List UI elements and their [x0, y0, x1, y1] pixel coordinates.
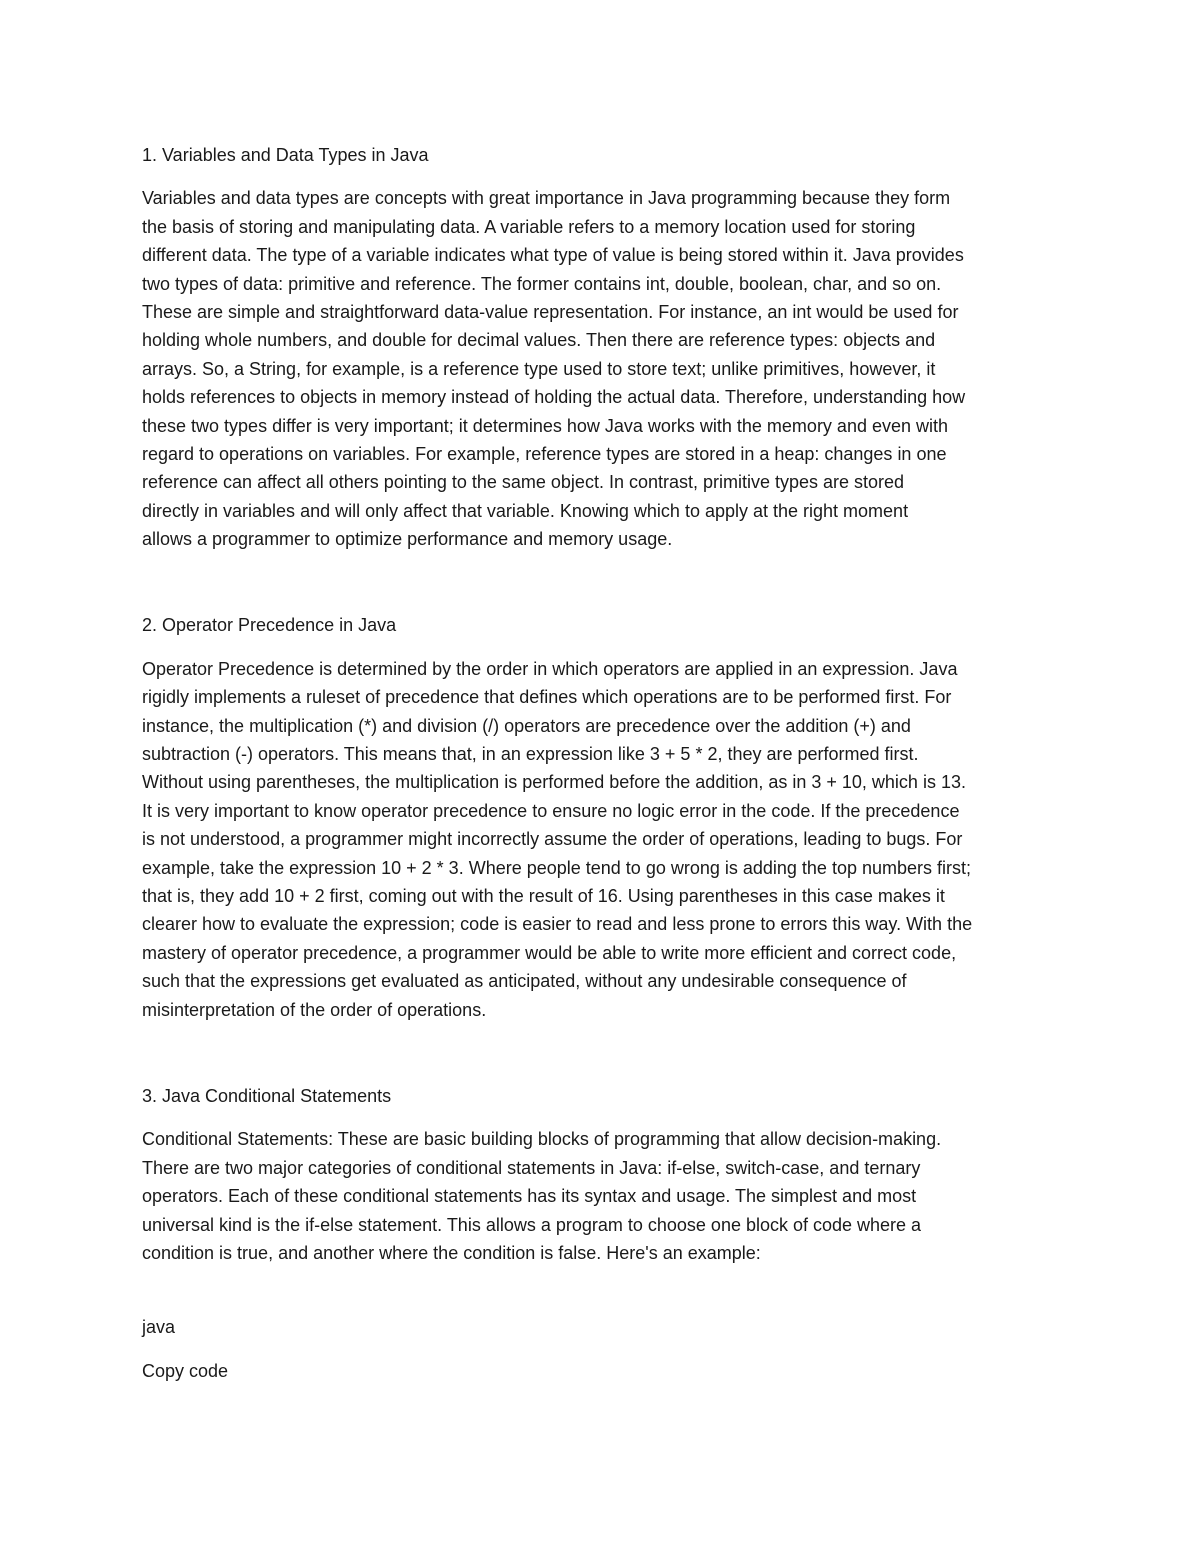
paragraph-line: regard to operations on variables. For example, reference types are stored in a heap: changes in one: [142, 443, 947, 464]
paragraph-line: the basis of storing and manipulating data. A variable refers to a memory location used for storing: [142, 216, 916, 237]
section-heading: 3. Java Conditional Statements: [142, 1085, 392, 1106]
paragraph-line: reference can affect all others pointing to the same object. In contrast, primitive types are stored: [142, 472, 905, 493]
paragraph-line: holding whole numbers, and double for decimal values. Then there are reference types: objects and: [142, 330, 936, 351]
section-paragraph: [142, 184, 1060, 553]
section-paragraph: [142, 1125, 1060, 1267]
paragraph-line: that is, they add 10 + 2 first, coming out with the result of 16. Using parentheses in this case makes it: [142, 885, 945, 906]
paragraph-line: condition is true, and another where the condition is false. Here's an example:: [142, 1242, 761, 1263]
paragraph-line: Variables and data types are concepts with great importance in Java programming because they form: [142, 188, 951, 209]
section-heading: 1. Variables and Data Types in Java: [142, 145, 429, 165]
document-body: [142, 141, 1060, 1385]
paragraph-line: Operator Precedence is determined by the order in which operators are applied in an expression. Java: [142, 658, 958, 679]
paragraph-line: It is very important to know operator precedence to ensure no logic error in the code. If the precedence: [142, 800, 960, 821]
paragraph-line: operators. Each of these conditional statements has its syntax and usage. The simplest and most: [142, 1186, 917, 1207]
paragraph-line: Without using parentheses, the multiplication is performed before the addition, as in 3 + 10, which is 13.: [142, 772, 966, 793]
paragraph-line: There are two major categories of conditional statements in Java: if-else, switch-case, and ternary: [142, 1157, 921, 1178]
code-language-label: java: [142, 1317, 176, 1338]
paragraph-line: universal kind is the if-else statement. This allows a program to choose one block of code where a: [142, 1214, 922, 1235]
paragraph-line: Conditional Statements: These are basic building blocks of programming that allow decision-making.: [142, 1129, 942, 1150]
section-paragraph: [142, 655, 1060, 1024]
paragraph-line: allows a programmer to optimize performance and memory usage.: [142, 529, 673, 550]
paragraph-line: clearer how to evaluate the expression; code is easier to read and less prone to errors this way. With the: [142, 914, 973, 935]
paragraph-line: subtraction (-) operators. This means that, in an expression like 3 + 5 * 2, they are performed first.: [142, 744, 919, 765]
paragraph-line: These are simple and straightforward data-value representation. For instance, an int would be used for: [142, 301, 959, 322]
paragraph-line: example, take the expression 10 + 2 * 3. Where people tend to go wrong is adding the top numbers first;: [142, 857, 971, 878]
paragraph-line: arrays. So, a String, for example, is a reference type used to store text; unlike primitives, however, it: [142, 358, 936, 379]
paragraph-line: different data. The type of a variable indicates what type of value is being stored within it. Java provides: [142, 245, 964, 266]
section-variables: [142, 141, 1060, 553]
section-operator-precedence: [142, 611, 1060, 1023]
paragraph-line: holds references to objects in memory instead of holding the actual data. Therefore, understanding how: [142, 387, 966, 408]
paragraph-line: these two types differ is very important; it determines how Java works with the memory and even with: [142, 415, 949, 436]
paragraph-line: such that the expressions get evaluated as anticipated, without any undesirable consequence of: [142, 971, 907, 992]
paragraph-line: is not understood, a programmer might incorrectly assume the order of operations, leading to bugs. For: [142, 829, 963, 850]
paragraph-line: rigidly implements a ruleset of precedence that defines which operations are to be performed first. For: [142, 687, 952, 708]
paragraph-line: mastery of operator precedence, a programmer would be able to write more efficient and correct code,: [142, 942, 957, 963]
section-heading: 2. Operator Precedence in Java: [142, 615, 397, 636]
paragraph-line: instance, the multiplication (*) and division (/) operators are precedence over the addition (+) and: [142, 715, 911, 736]
paragraph-line: misinterpretation of the order of operations.: [142, 999, 487, 1020]
paragraph-line: directly in variables and will only affect that variable. Knowing which to apply at the right moment: [142, 500, 909, 521]
copy-code-label: Copy code: [142, 1360, 229, 1381]
paragraph-line: two types of data: primitive and reference. The former contains int, double, boolean, char, and so on.: [142, 273, 942, 294]
section-conditional-statements: [142, 1082, 1060, 1267]
